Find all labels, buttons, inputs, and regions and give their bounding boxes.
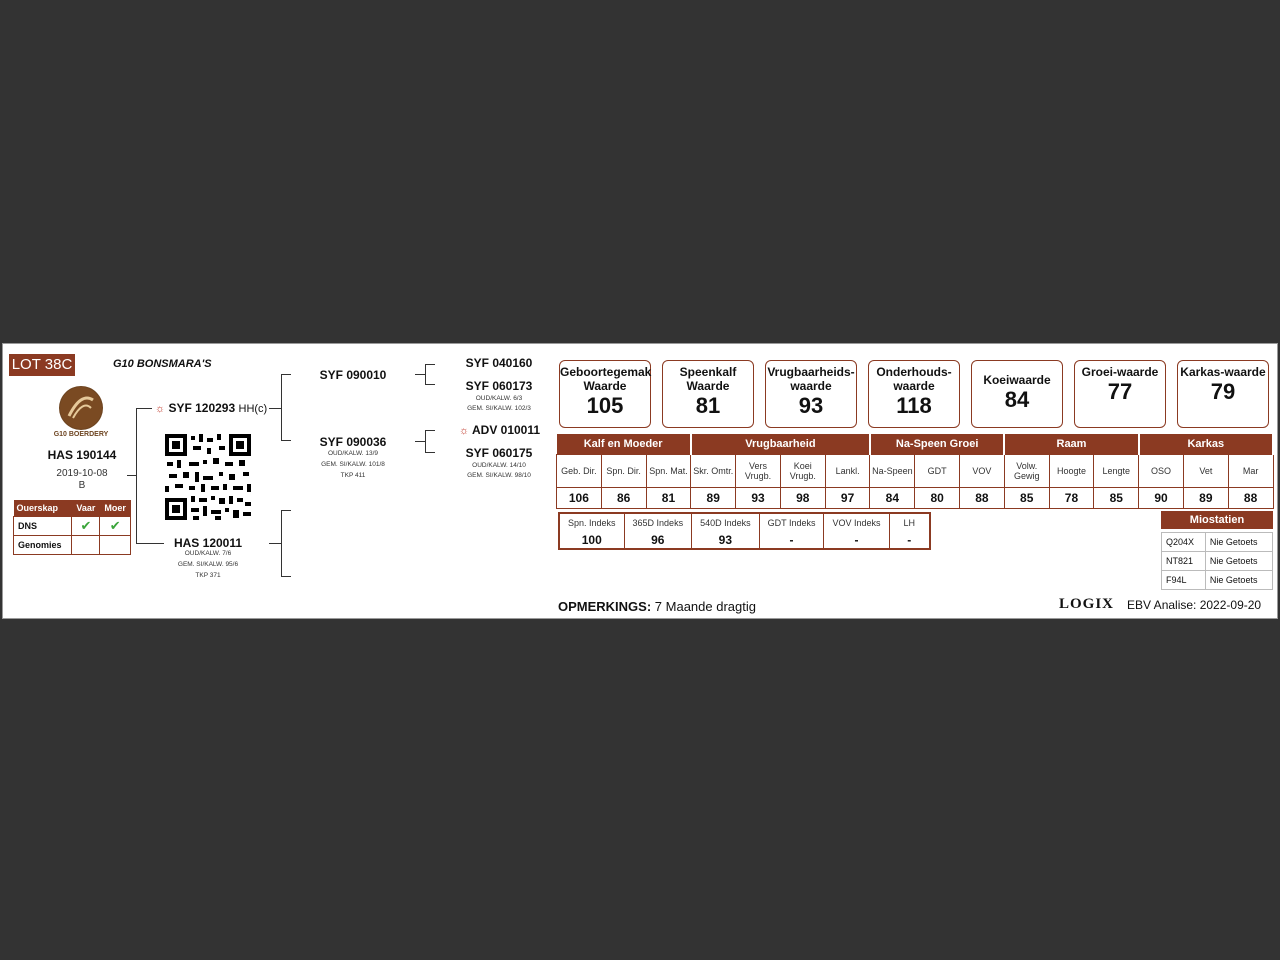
trait-value: 84 [870, 488, 915, 509]
index-value: - [759, 531, 824, 549]
trait-label: Skr. Omtr. [691, 455, 736, 488]
ebv-box [662, 360, 754, 428]
ebv-label: Onderhouds-waarde [876, 365, 952, 393]
sire-id: SYF 120293 [168, 401, 236, 415]
miostatien-header: Miostatien [1161, 511, 1273, 529]
dam-header: Moer [100, 500, 131, 517]
miostatien-table [1161, 532, 1273, 590]
ebv-box [868, 360, 960, 428]
index-value: 100 [559, 531, 624, 549]
pedigree-line [281, 510, 291, 511]
trait-value: 90 [1139, 488, 1184, 509]
trait-label: Na-Speen [870, 455, 915, 488]
trait-label: Mar [1228, 455, 1273, 488]
parentage-header: Ouerskap [14, 500, 72, 517]
pedigree-line [425, 430, 426, 452]
sd-dam-calvings: OUD/KALW. 14/10 [472, 462, 526, 469]
table-row [14, 536, 131, 555]
pedigree-line [136, 408, 152, 409]
index-value: 93 [692, 531, 760, 549]
ss-sire-id: SYF 040160 [465, 356, 533, 370]
ebv-value: 79 [1210, 379, 1236, 404]
ebv-label: Geboortegemak Waarde [560, 365, 652, 393]
group-header: Kalf en Moeder [557, 434, 691, 455]
sire-header: Vaar [72, 500, 100, 517]
ebv-box [1177, 360, 1269, 428]
reticle-icon: ☼ [459, 425, 470, 437]
ebv-box [1074, 360, 1166, 428]
ebv-label: Speenkalf Waarde [679, 365, 737, 393]
remarks-label: OPMERKINGS: [558, 599, 652, 614]
index-label: VOV Indeks [824, 513, 889, 531]
trait-value: 80 [915, 488, 960, 509]
table-row [1162, 571, 1273, 590]
dam-tkp: TKP 371 [195, 572, 221, 579]
trait-label: GDT [915, 455, 960, 488]
trait-label: Lankl. [825, 455, 870, 488]
row-cell [100, 536, 131, 555]
pedigree-line [425, 364, 435, 365]
dam-avg-calving: GEM. SI/KALW. 95/6 [177, 561, 239, 568]
index-value: - [824, 531, 889, 549]
sire-sire-id: SYF 090010 [319, 368, 387, 382]
index-label: 540D Indeks [692, 513, 760, 531]
ss-dam-id: SYF 060173 [465, 379, 533, 393]
animal-grade: B [78, 480, 86, 491]
table-row [1162, 533, 1273, 552]
ebv-box [559, 360, 651, 428]
trait-label: VOV [960, 455, 1005, 488]
pedigree-line [281, 440, 291, 441]
pedigree-line [136, 408, 137, 544]
pedigree-line [425, 364, 426, 384]
sd-sire-id: ADV 010011 [471, 423, 541, 437]
group-header: Vrugbaarheid [691, 434, 870, 455]
row-label: DNS [14, 517, 72, 536]
index-label: GDT Indeks [759, 513, 824, 531]
trait-label: Volw. Gewig [1004, 455, 1049, 488]
ebv-label: Groei-waarde [1081, 365, 1159, 379]
sire-dam-avg-calving: GEM. SI/KALW. 101/8 [321, 461, 385, 468]
trait-value: 81 [646, 488, 691, 509]
trait-label: OSO [1139, 455, 1184, 488]
animal-id: HAS 190144 [47, 448, 117, 462]
table-row [14, 517, 131, 536]
ss-dam-avg-calving: GEM. SI/KALW. 102/3 [467, 405, 531, 412]
ebv-label: Karkas-waarde [1180, 365, 1266, 379]
pedigree-line [136, 543, 164, 544]
trait-label: Spn. Dir. [601, 455, 646, 488]
sire-dam-id: SYF 090036 [319, 435, 387, 449]
sire-dam-tkp: TKP 411 [340, 472, 366, 479]
ss-dam-calvings: OUD/KALW. 6/3 [475, 395, 523, 402]
index-label: LH [889, 513, 930, 531]
dam-id: HAS 120011 [173, 536, 243, 550]
trait-value: 86 [601, 488, 646, 509]
row-label: Genomies [14, 536, 72, 555]
reticle-icon: ☼ [155, 403, 166, 415]
trait-value: 88 [960, 488, 1005, 509]
index-value: - [889, 531, 930, 549]
gene-result: Nie Getoets [1205, 552, 1272, 571]
pedigree-line [415, 374, 425, 375]
group-header: Raam [1004, 434, 1138, 455]
qr-code-icon[interactable] [163, 432, 253, 522]
trait-value: 106 [557, 488, 602, 509]
row-cell [72, 536, 100, 555]
sd-dam-avg-calving: GEM. SI/KALW. 98/10 [467, 472, 531, 479]
pedigree-line [281, 576, 291, 577]
index-table [558, 512, 931, 550]
trait-value: 88 [1228, 488, 1273, 509]
trait-value: 78 [1049, 488, 1094, 509]
sire [155, 401, 267, 415]
logo-text: G10 BOERDERY [53, 431, 109, 438]
lot-number: LOT 38C [9, 354, 75, 376]
pedigree-line [269, 543, 281, 544]
pedigree-line [425, 384, 435, 385]
trait-label: Koei Vrugb. [780, 455, 825, 488]
trait-value: 89 [1183, 488, 1228, 509]
gene-result: Nie Getoets [1205, 571, 1272, 590]
ebv-label: Vrugbaarheids-waarde [767, 365, 855, 393]
ebv-label: Koeiwaarde [983, 373, 1051, 387]
ebv-value: 118 [896, 393, 932, 418]
gene-code: Q204X [1162, 533, 1206, 552]
trait-value: 85 [1004, 488, 1049, 509]
sire-dam-calvings: OUD/KALW. 13/9 [327, 450, 379, 457]
index-value: 96 [624, 531, 692, 549]
trait-label: Geb. Dir. [557, 455, 602, 488]
remarks [558, 599, 756, 614]
trait-value: 85 [1094, 488, 1139, 509]
pedigree-line [425, 430, 435, 431]
sd-sire [459, 423, 540, 437]
ebv-box [765, 360, 857, 428]
pedigree-line [281, 374, 291, 375]
pedigree-line [269, 408, 281, 409]
check-icon: ✔ [72, 517, 100, 536]
trait-value: 97 [825, 488, 870, 509]
lot-card [2, 343, 1278, 619]
ebv-value: 93 [798, 393, 824, 418]
pedigree-line [425, 452, 435, 453]
table-row [1162, 552, 1273, 571]
gene-code: F94L [1162, 571, 1206, 590]
farm-logo [59, 386, 103, 430]
trait-label: Spn. Mat. [646, 455, 691, 488]
gene-code: NT821 [1162, 552, 1206, 571]
birth-date: 2019-10-08 [56, 468, 108, 479]
pedigree-line [281, 374, 282, 440]
ebv-value: 84 [1004, 387, 1030, 412]
group-header: Na-Speen Groei [870, 434, 1004, 455]
remarks-text: 7 Maande dragtig [654, 599, 756, 614]
ebv-value: 81 [695, 393, 721, 418]
farm-name: G10 BONSMARA'S [113, 358, 212, 370]
trait-value: 89 [691, 488, 736, 509]
trait-label: Vers Vrugb. [736, 455, 781, 488]
ebv-analysis-date: EBV Analise: 2022-09-20 [1127, 598, 1262, 612]
trait-value: 93 [736, 488, 781, 509]
trait-table [556, 434, 1274, 509]
sire-suffix: HH(c) [238, 403, 268, 415]
trait-value: 98 [780, 488, 825, 509]
parentage-table [13, 500, 131, 555]
trait-label: Hoogte [1049, 455, 1094, 488]
pedigree-line [281, 510, 282, 576]
trait-label: Lengte [1094, 455, 1139, 488]
ebv-value: 77 [1107, 379, 1133, 404]
gene-result: Nie Getoets [1205, 533, 1272, 552]
trait-label: Vet [1183, 455, 1228, 488]
sd-dam-id: SYF 060175 [465, 446, 533, 460]
check-icon: ✔ [100, 517, 131, 536]
index-label: 365D Indeks [624, 513, 692, 531]
group-header: Karkas [1139, 434, 1273, 455]
pedigree-line [415, 441, 425, 442]
ebv-value: 105 [586, 393, 624, 418]
dam-calvings: OUD/KALW. 7/6 [184, 550, 232, 557]
index-label: Spn. Indeks [559, 513, 624, 531]
ebv-box [971, 360, 1063, 428]
logix-logo: LOGIX [1059, 596, 1115, 612]
